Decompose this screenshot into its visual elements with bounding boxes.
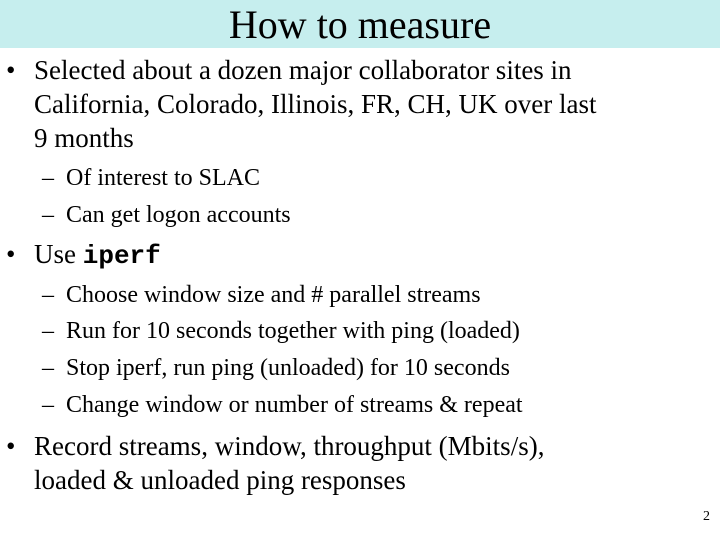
bullet-3-line-2: loaded & unloaded ping responses — [34, 465, 406, 495]
bullet-2-sub-2: Run for 10 seconds together with ping (loaded) — [66, 318, 520, 344]
page-number: 2 — [703, 509, 710, 524]
bullet-2-code: iperf — [82, 241, 161, 271]
bullet-glyph: • — [6, 431, 16, 461]
bullet-2-prefix: Use — [34, 239, 76, 269]
bullet-1-sub-2: Can get logon accounts — [66, 202, 291, 228]
dash-glyph: – — [42, 282, 54, 308]
bullet-2-line — [34, 238, 161, 273]
bullet-1-line-3: 9 months — [34, 123, 134, 153]
bullet-glyph: • — [6, 239, 16, 269]
bullet-1-line-2: California, Colorado, Illinois, FR, CH, UK over last — [34, 89, 597, 119]
bullet-2-sub-3: Stop iperf, run ping (unloaded) for 10 seconds — [66, 355, 510, 381]
bullet-2-sub-1: Choose window size and # parallel streams — [66, 282, 481, 308]
bullet-3-line-1: Record streams, window, throughput (Mbits/s), — [34, 431, 545, 461]
bullet-glyph: • — [6, 55, 16, 85]
dash-glyph: – — [42, 165, 54, 191]
dash-glyph: – — [42, 318, 54, 344]
bullet-1-sub-1: Of interest to SLAC — [66, 165, 260, 191]
slide-title: How to measure — [228, 2, 492, 47]
bullet-1-line-1: Selected about a dozen major collaborator sites in — [34, 55, 572, 85]
bullet-2-sub-4: Change window or number of streams & repeat — [66, 392, 523, 418]
dash-glyph: – — [42, 355, 54, 381]
dash-glyph: – — [42, 392, 54, 418]
dash-glyph: – — [42, 202, 54, 228]
